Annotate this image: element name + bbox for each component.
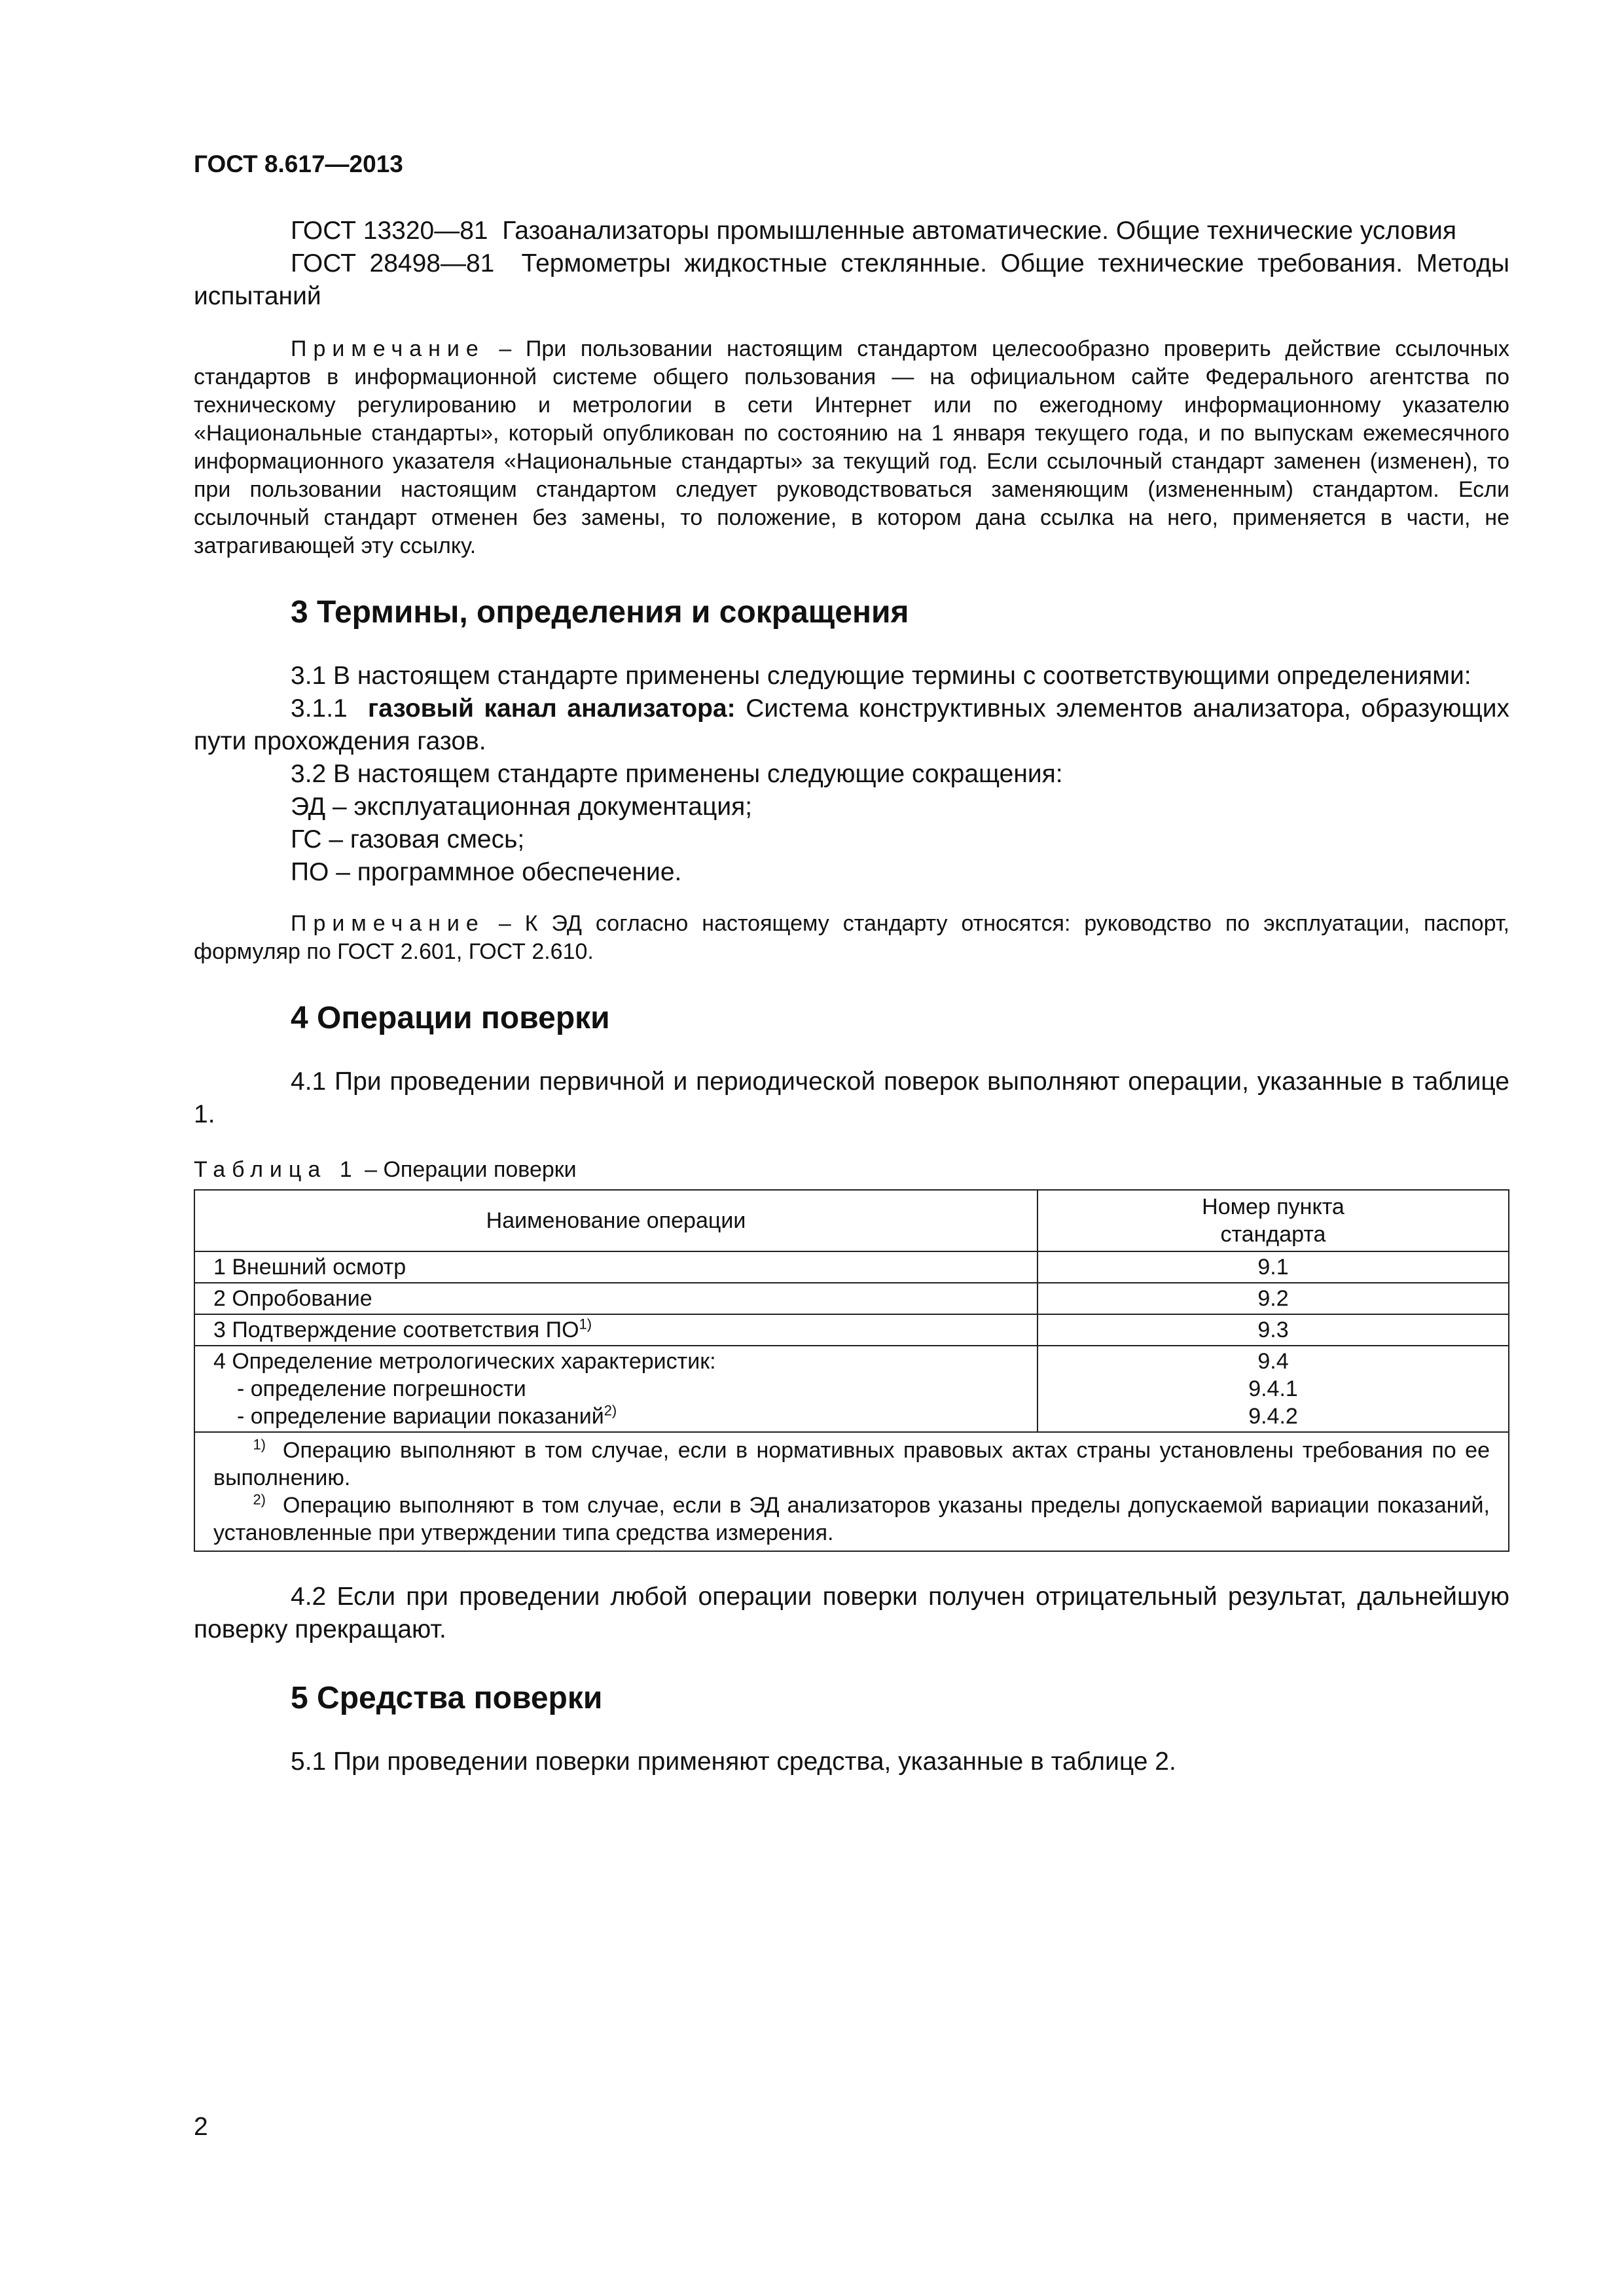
table-row-group — [194, 1346, 1509, 1432]
reference-text: Термометры жидкостные стеклянные. Общие технические требования. Методы испытаний — [194, 249, 1510, 310]
abbreviation: ПО – программное обеспечение. — [291, 858, 682, 886]
paragraph-3-1-1 — [194, 692, 1509, 758]
note-label: Примечание — [291, 911, 485, 936]
operation-name-cell — [194, 1314, 1038, 1346]
note-ed — [194, 910, 1509, 966]
reference-text: Газоанализаторы промышленные автоматические. Общие технические условия — [502, 217, 1456, 245]
clause-number: 9.4.2 — [1248, 1404, 1298, 1429]
clause-number: 9.4 — [1257, 1349, 1289, 1374]
table-header-row — [194, 1190, 1509, 1251]
footnote-2 — [213, 1492, 1490, 1547]
table-row — [194, 1251, 1509, 1283]
table-caption — [194, 1157, 1509, 1183]
footnote-1 — [213, 1437, 1490, 1492]
operation-name: 1 Внешний осмотр — [194, 1251, 1038, 1283]
clause-number-group — [1038, 1346, 1509, 1432]
operation-group-cell — [194, 1346, 1038, 1432]
header-clause-number — [1038, 1190, 1509, 1251]
clause-number: 9.2 — [1038, 1283, 1509, 1314]
paragraph-4-2: 4.2 Если при проведении любой операции поверки получен отрицательный результат, дальнейшую поверку прекращают. — [194, 1583, 1509, 1643]
paragraph-3-1: 3.1 В настоящем стандарте применены следующие термины с соответствующими определениями: — [291, 662, 1471, 690]
operation-name: 2 Опробование — [194, 1283, 1038, 1314]
term-definition: Система конструктивных элементов анализатора, образующих пути прохождения газов. — [194, 694, 1509, 755]
paragraph-3-2: 3.2 В настоящем стандарте применены следующие сокращения: — [291, 760, 1063, 788]
abbreviation: ГС – газовая смесь; — [291, 825, 525, 853]
operation-name: 3 Подтверждение соответствия ПО — [213, 1318, 579, 1342]
table-row — [194, 1314, 1509, 1346]
paragraph-4-1: 4.1 При проведении первичной и периодической поверок выполняют операции, указанные в таблице 1. — [194, 1067, 1509, 1128]
table-footnotes — [194, 1432, 1509, 1551]
clause-number: 9.4.1 — [1248, 1376, 1298, 1401]
section-5-title: 5 Средства поверки — [291, 1681, 603, 1715]
clause-number: 9.3 — [1038, 1314, 1509, 1346]
note-text: – К ЭД согласно настоящему стандарту относятся: руководство по эксплуатации, паспорт, формуляр по ГОСТ 2.601, ГОСТ 2.610. — [194, 911, 1509, 964]
operation-name: 4 Определение метрологических характеристик: — [213, 1349, 716, 1374]
sub-operation: - определение погрешности — [237, 1376, 526, 1401]
table-caption-label: Таблица 1 — [194, 1157, 359, 1182]
document-header: ГОСТ 8.617—2013 — [194, 151, 403, 177]
page-number: 2 — [194, 2113, 208, 2141]
table-footnotes-row — [194, 1432, 1509, 1551]
paragraph-5-1: 5.1 При проведении поверки применяют средства, указанные в таблице 2. — [291, 1748, 1176, 1776]
term: газовый канал анализатора: — [368, 694, 736, 723]
note-label: Примечание — [291, 336, 485, 361]
section-4-title: 4 Операции поверки — [291, 1001, 610, 1035]
footnote-ref: 1) — [579, 1316, 592, 1333]
reference-code: ГОСТ 13320—81 — [291, 217, 488, 245]
footnote-text: Операцию выполняют в том случае, если в ЭД анализаторов указаны пределы допускаемой вариации показаний, установленные при утверждении типа средства измерения. — [213, 1493, 1490, 1545]
header-clause-line2: стандарта — [1220, 1222, 1326, 1247]
footnote-mark: 2) — [253, 1491, 266, 1508]
abbreviation: ЭД – эксплуатационная документация; — [291, 793, 753, 821]
reference-1 — [194, 215, 1509, 247]
header-operation-name: Наименование операции — [194, 1190, 1038, 1251]
paragraph-number: 3.1.1 — [291, 694, 348, 723]
table-caption-text: – Операции поверки — [365, 1157, 577, 1182]
clause-number: 9.1 — [1038, 1251, 1509, 1283]
note-text: – При пользовании настоящим стандартом целесообразно проверить действие ссылочных стандартов в информационной системе общего пользования — на официальном сайте Федерального агентства по техническому регулированию и метрологии в сети Интернет или по ежегодному информационному указателю «Национальные стандарты», который опубликован по состоянию на 1 января текущего года, и по выпускам ежемесячного информационного указателя «Национальные стандарты» за текущий год. Если ссылочный стандарт заменен (изменен), то при пользовании настоящим стандартом следует руководствоваться заменяющим (измененным) стандартом. Если ссылочный стандарт отменен без замены, то положение, в котором дана ссылка на него, применяется в части, не затрагивающей эту ссылку. — [194, 336, 1510, 558]
sub-operation: - определение вариации показаний — [237, 1404, 604, 1429]
table-row — [194, 1283, 1509, 1314]
operations-table — [194, 1189, 1509, 1552]
footnote-ref: 2) — [604, 1402, 617, 1419]
reference-code: ГОСТ 28498—81 — [291, 249, 495, 278]
document-page — [194, 151, 1509, 1778]
section-3-title: 3 Термины, определения и сокращения — [291, 595, 909, 630]
footnote-text: Операцию выполняют в том случае, если в нормативных правовых актах страны установлены требования по ее выполнению. — [213, 1438, 1490, 1490]
sub-operation-cell — [213, 1403, 1019, 1430]
note-references — [194, 335, 1509, 560]
footnote-mark: 1) — [253, 1436, 266, 1453]
reference-2 — [194, 247, 1509, 313]
header-clause-line1: Номер пункта — [1202, 1194, 1344, 1219]
